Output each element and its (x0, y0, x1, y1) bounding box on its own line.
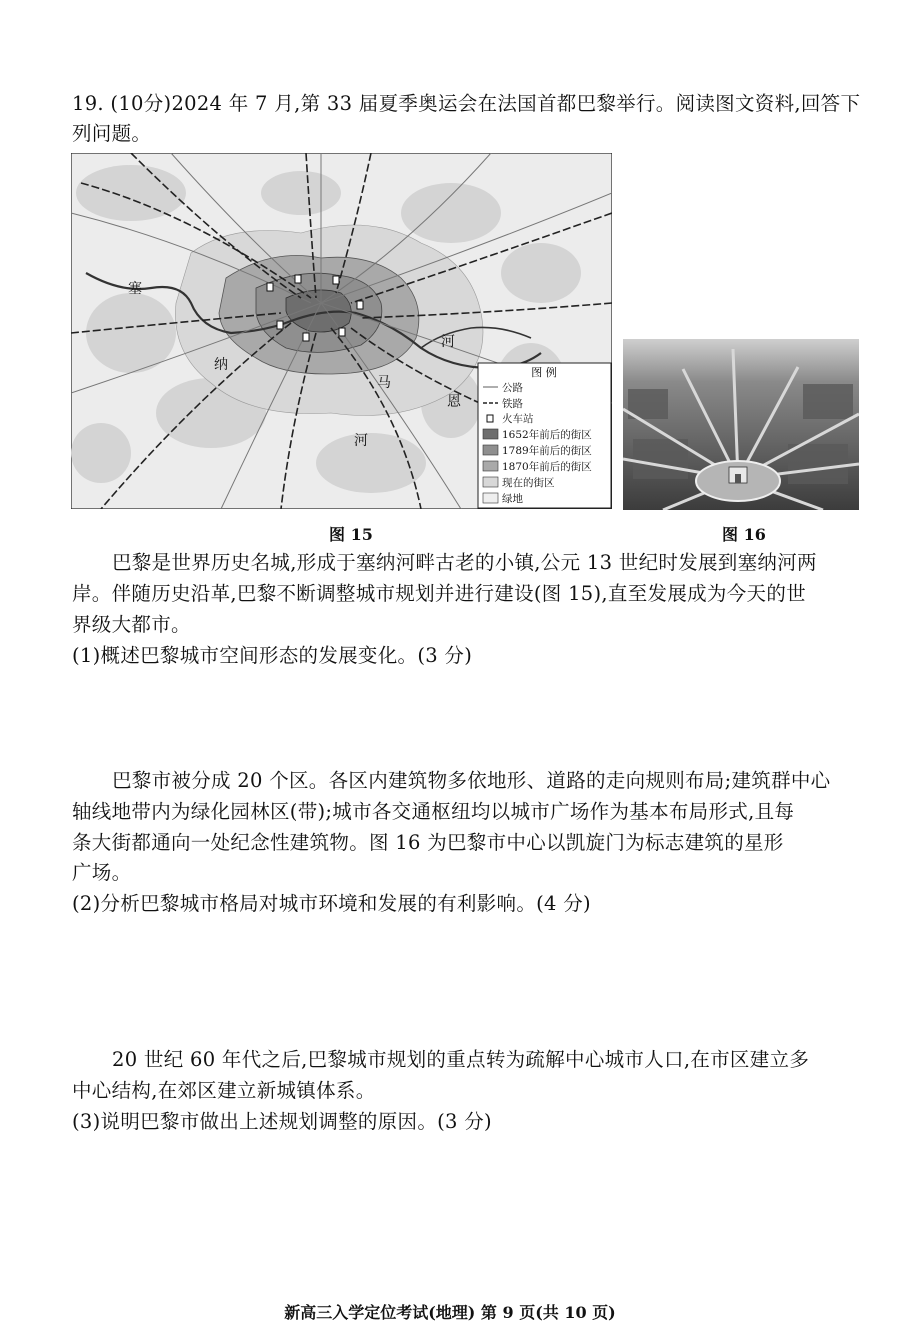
figure-16-photo (623, 339, 859, 510)
river-label-he2: 河 (354, 433, 368, 449)
legend-item-station: 火车站 (502, 413, 534, 425)
figure-15-caption: 图 15 (329, 525, 373, 544)
figure-15-map (71, 153, 612, 509)
question-3: (3)说明巴黎市做出上述规划调整的原因。(3 分) (72, 1110, 492, 1133)
para3-line1: 20 世纪 60 年代之后,巴黎城市规划的重点转为疏解中心城市人口,在市区建立多 (112, 1048, 810, 1071)
legend-item-road: 公路 (502, 382, 523, 394)
para2-line2: 轴线地带内为绿化园林区(带);城市各交通枢纽均以城市广场作为基本布局形式,且每 (72, 800, 795, 823)
legend-item-1652: 1652年前后的街区 (502, 429, 592, 441)
para1-line3: 界级大都市。 (72, 613, 191, 636)
para2-line3: 条大街都通向一处纪念性建筑物。图 16 为巴黎市中心以凯旋门为标志建筑的星形 (72, 831, 784, 854)
para2-line1: 巴黎市被分成 20 个区。各区内建筑物多依地形、道路的走向规则布局;建筑群中心 (112, 769, 831, 792)
river-label-sai: 塞 (128, 281, 142, 297)
river-label-he1: 河 (441, 334, 455, 350)
question-header-line1: 19. (10分)2024 年 7 月,第 33 届夏季奥运会在法国首都巴黎举行。阅读图文资料,回答下 (72, 92, 861, 115)
river-label-en: 恩 (447, 394, 461, 410)
page-footer: 新高三入学定位考试(地理) 第 9 页(共 10 页) (284, 1303, 616, 1322)
legend-item-current: 现在的街区 (502, 477, 555, 489)
legend-item-1789: 1789年前后的街区 (502, 445, 592, 457)
figure-16-caption: 图 16 (722, 525, 766, 544)
question-1: (1)概述巴黎城市空间形态的发展变化。(3 分) (72, 644, 473, 667)
para3-line2: 中心结构,在郊区建立新城镇体系。 (72, 1079, 376, 1102)
para1-line2: 岸。伴随历史沿革,巴黎不断调整城市规划并进行建设(图 15),直至发展成为今天的世 (72, 582, 806, 605)
legend-title: 图 例 (531, 366, 557, 379)
question-2: (2)分析巴黎城市格局对城市环境和发展的有利影响。(4 分) (72, 892, 591, 915)
river-label-ma: 马 (377, 375, 391, 391)
para2-line4: 广场。 (72, 861, 132, 884)
map-legend (478, 363, 611, 508)
question-header-line2: 列问题。 (72, 122, 152, 145)
legend-item-1870: 1870年前后的街区 (502, 461, 592, 473)
para1-line1: 巴黎是世界历史名城,形成于塞纳河畔古老的小镇,公元 13 世纪时发展到塞纳河两 (112, 551, 817, 574)
legend-item-railway: 铁路 (502, 398, 523, 410)
river-label-na: 纳 (214, 357, 228, 373)
legend-item-green: 绿地 (502, 493, 523, 505)
